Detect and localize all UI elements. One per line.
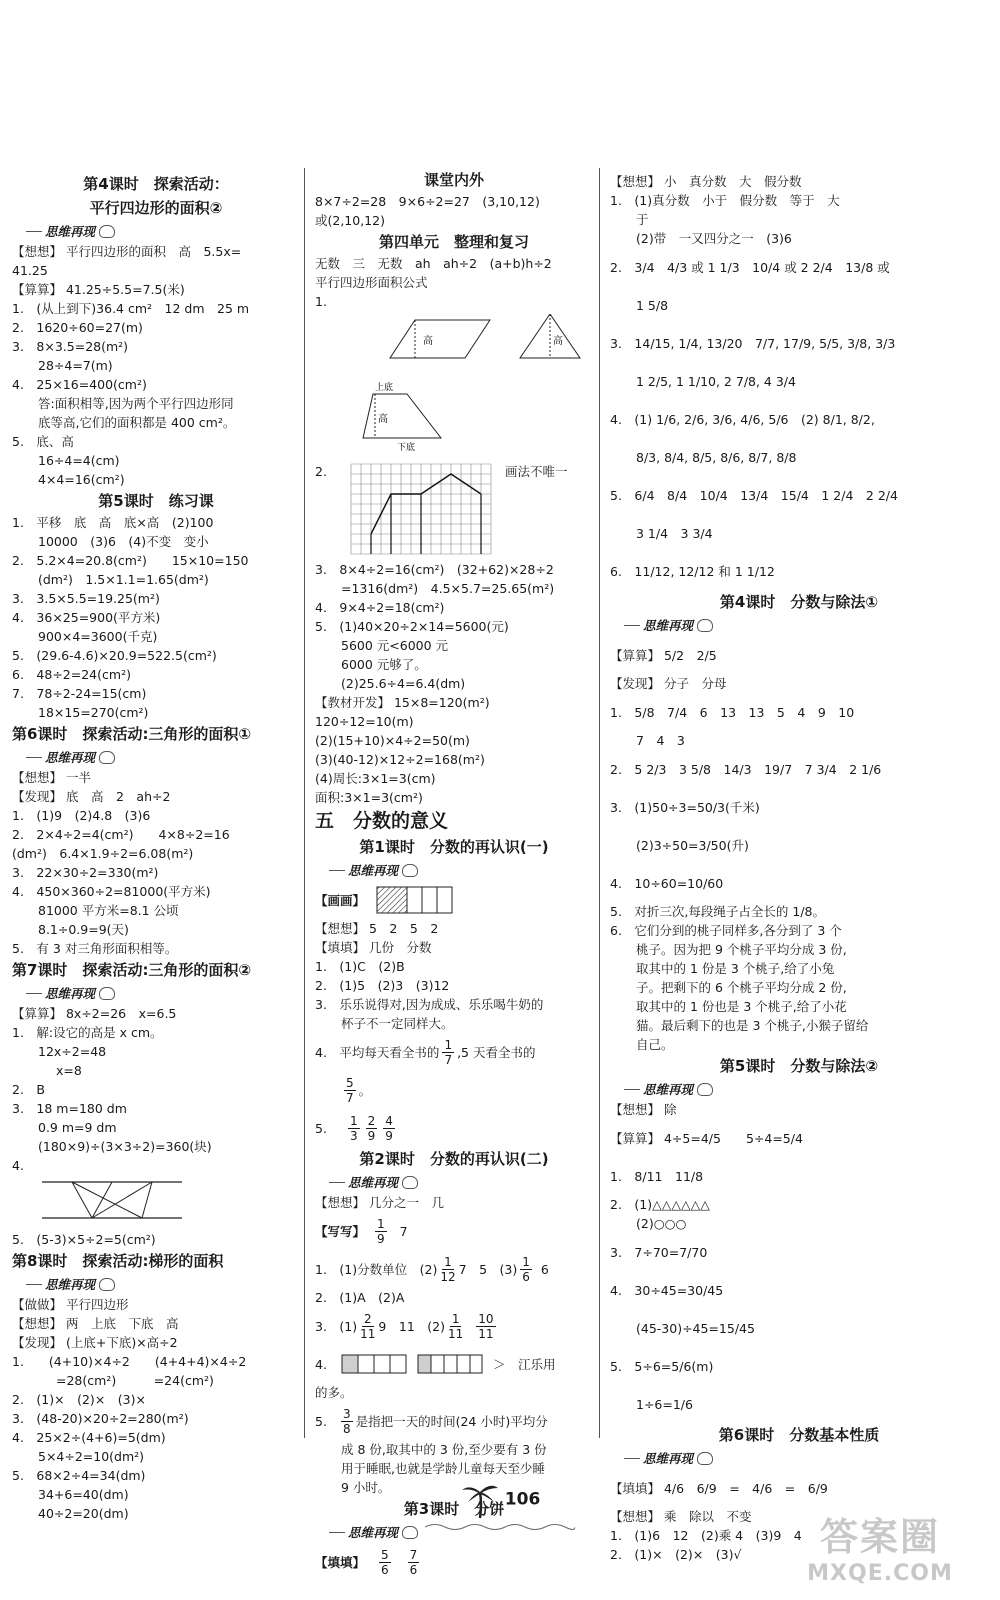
answer-line: 4. 平均每天看全书的 $\frac{1}{7}$ ,5 天看全书的 bbox=[315, 1037, 536, 1067]
answer-line: 【做做】 平行四边形 bbox=[12, 1297, 129, 1312]
answer-line: 40÷2=20(dm) bbox=[38, 1506, 129, 1521]
fraction: $\frac{1}{3}$ bbox=[349, 1113, 358, 1143]
section-label: 思维再现 bbox=[26, 748, 300, 767]
answer-line: 【想想】 乘 除以 不变 bbox=[610, 1509, 752, 1524]
answer-line: 【发现】 底 高 2 ah÷2 bbox=[12, 789, 171, 804]
parallel-lines-figure bbox=[12, 1178, 182, 1222]
cloud-icon bbox=[402, 1176, 418, 1189]
section-label: 思维再现 bbox=[329, 861, 593, 880]
column-left bbox=[12, 172, 300, 1523]
answer-line: 取其中的 1 份也是 3 个桃子,给了小花 bbox=[636, 999, 847, 1014]
answer-line: 1. (1)C (2)B bbox=[315, 959, 405, 974]
lesson-title: 第5课时 分数与除法② bbox=[719, 1057, 879, 1075]
answer-line: 子。把剩下的 6 个桃子平均分成 2 份, bbox=[636, 980, 847, 995]
answer-line: 5. 5÷6=5/6(m) bbox=[610, 1358, 714, 1374]
answer-line: 900×4=3600(千克) bbox=[38, 629, 158, 644]
answer-line: 【算算】 5/2 2/5 bbox=[610, 647, 717, 663]
lesson-title: 第6课时 探索活动:三角形的面积① bbox=[12, 725, 252, 743]
cloud-icon bbox=[697, 1083, 713, 1096]
figure-label: 下底 bbox=[397, 443, 416, 453]
answer-line: 成 8 份,取其中的 3 份,至少要有 3 份 bbox=[341, 1442, 547, 1457]
section-title: 课堂内外 bbox=[423, 171, 484, 189]
answer-line: 2. (1)△△△△△△ bbox=[610, 1197, 710, 1212]
lesson-title: 第8课时 探索活动:梯形的面积 bbox=[12, 1252, 224, 1270]
answer-line: 8×7÷2=28 9×6÷2=27 (3,10,12) bbox=[315, 194, 540, 209]
answer-line: 【教材开发】 15×8=120(m²) bbox=[315, 695, 490, 710]
fraction: $\frac{7}{6}$ bbox=[409, 1547, 418, 1577]
fraction-bar-figure bbox=[375, 885, 455, 915]
answer-line: 3. 8×4÷2=16(cm²) (32+62)×28÷2 bbox=[315, 562, 554, 577]
fraction: $\frac{1}{6}$ bbox=[522, 1254, 530, 1284]
answer-line: 3 1/4 3 3/4 bbox=[636, 525, 713, 541]
answer-line: (2)带 一又四分之一 (3)6 bbox=[636, 231, 792, 246]
unit-title: 五 分数的意义 bbox=[315, 810, 449, 832]
answer-line: (2)(15+10)×4÷2=50(m) bbox=[315, 733, 470, 748]
answer-line: 5. 6/4 8/4 10/4 13/4 15/4 1 2/4 2 2/4 bbox=[610, 487, 898, 503]
answer-line: 【写写】 $\frac{1}{9}$ 7 bbox=[315, 1216, 408, 1246]
answer-line: 用于睡眠,也就是学龄儿童每天至少睡 bbox=[341, 1461, 545, 1476]
fraction: $\frac{4}{9}$ bbox=[385, 1113, 393, 1143]
answer-line: 【想想】 一半 bbox=[12, 770, 91, 785]
answer-line: 3. 8×3.5=28(m²) bbox=[12, 339, 129, 354]
answer-line: 5. (1)40×20÷2×14=5600(元) bbox=[315, 619, 509, 634]
answer-line: 6. 它们分到的桃子同样多,各分到了 3 个 bbox=[610, 923, 842, 938]
fraction: $\frac{2}{9}$ bbox=[367, 1113, 376, 1143]
answer-line: 【填填】 $\frac{5}{6}$ $\frac{7}{6}$ bbox=[315, 1547, 418, 1577]
answer-line: x=8 bbox=[56, 1063, 82, 1078]
answer-line: =28(cm²) =24(cm²) bbox=[56, 1373, 214, 1388]
answer-line: 18×15=270(cm²) bbox=[38, 705, 149, 720]
section-label: 思维再现 bbox=[26, 984, 300, 1003]
answer-line: 1 5/8 bbox=[636, 297, 669, 313]
fraction: $\frac{5}{7}$ bbox=[346, 1075, 354, 1105]
palm-tree-icon bbox=[460, 1480, 500, 1520]
lesson-title: 第4课时 探索活动： bbox=[83, 175, 229, 193]
answer-line: 2. 3/4 4/3 或 1 1/3 10/4 或 2 2/4 13/8 或 bbox=[610, 259, 890, 275]
answer-line: 2. 5 2/3 3 5/8 14/3 19/7 7 3/4 2 1/6 bbox=[610, 761, 882, 777]
section-label: 思维再现 bbox=[26, 222, 300, 241]
column-right bbox=[610, 172, 988, 1564]
answer-line: 2. (1)A (2)A bbox=[315, 1290, 405, 1305]
answer-line: (2)○○○ bbox=[636, 1216, 687, 1231]
answer-line: 杯子不一定同样大。 bbox=[341, 1016, 454, 1031]
answer-line: 【填填】 4/6 6/9 = 4/6 = 6/9 bbox=[610, 1480, 828, 1496]
answer-line: 6000 元够了。 bbox=[341, 657, 427, 672]
watermark bbox=[770, 1506, 990, 1586]
answer-line: 8/3, 8/4, 8/5, 8/6, 8/7, 8/8 bbox=[636, 449, 797, 465]
answer-note: 画法不唯一 bbox=[505, 464, 568, 479]
answer-line: 1. 5/8 7/4 6 13 13 5 4 9 10 bbox=[610, 704, 855, 720]
answer-line: 1. (1)真分数 小于 假分数 等于 大 bbox=[610, 193, 840, 208]
answer-line: 2. (1)× (2)× (3)√ bbox=[610, 1547, 742, 1562]
answer-line: 【填填】 几份 分数 bbox=[315, 940, 432, 955]
cloud-icon bbox=[99, 225, 115, 238]
answer-line: 4. 450×360÷2=81000(平方米) bbox=[12, 884, 211, 899]
section-label: 思维再现 bbox=[624, 616, 988, 635]
fraction: $\frac{2}{11}$ bbox=[360, 1311, 376, 1341]
answer-line: 3. 22×30÷2=330(m²) bbox=[12, 865, 159, 880]
lesson-title: 第5课时 练习课 bbox=[98, 492, 214, 510]
answer-line: 4. 10÷60=10/60 bbox=[610, 875, 724, 891]
answer-line: 3. 乐乐说得对,因为成成、乐乐喝牛奶的 bbox=[315, 997, 544, 1012]
lesson-title: 第7课时 探索活动:三角形的面积② bbox=[12, 961, 252, 979]
answer-line: 4. 25×2÷(4+6)=5(dm) bbox=[12, 1430, 166, 1445]
answer-line: 6. 11/12, 12/12 和 1 1/12 bbox=[610, 563, 775, 579]
fraction: $\frac{1}{9}$ bbox=[377, 1216, 385, 1246]
answer-line: 1. 8/11 11/8 bbox=[610, 1168, 704, 1184]
answer-line: 4. 9×4÷2=18(cm²) bbox=[315, 600, 445, 615]
answer-line: 平行四边形面积公式 bbox=[315, 275, 428, 290]
drawing-grid bbox=[349, 462, 499, 558]
page-number: 106 bbox=[504, 1489, 541, 1510]
section-label: 思维再现 bbox=[624, 1080, 988, 1099]
cloud-icon bbox=[99, 987, 115, 1000]
cloud-icon bbox=[99, 1278, 115, 1291]
figure-label: 高 bbox=[553, 336, 563, 347]
figure-label: 高 bbox=[423, 336, 433, 347]
watermark-url: MXQE.COM bbox=[807, 1561, 953, 1586]
answer-line: 9 小时。 bbox=[341, 1480, 391, 1495]
answer-line: (dm²) 6.4×1.9÷2=6.08(m²) bbox=[12, 846, 194, 861]
answer-line: 0.9 m=9 dm bbox=[38, 1120, 117, 1135]
answer-line: 12x÷2=48 bbox=[38, 1044, 107, 1059]
answer-line: 1. 平移 底 高 底×高 (2)100 bbox=[12, 515, 214, 530]
answer-line: (180×9)÷(3×3÷2)=360(块) bbox=[38, 1139, 212, 1154]
cloud-icon bbox=[99, 751, 115, 764]
answer-line: 3. (48-20)×20÷2=280(m²) bbox=[12, 1411, 189, 1426]
answer-line: 2. 2×4÷2=4(cm²) 4×8÷2=16 bbox=[12, 827, 230, 842]
answer-line: 4. bbox=[12, 1158, 24, 1173]
figure-label: 上底 bbox=[375, 383, 394, 393]
section-label: 思维再现 bbox=[329, 1523, 593, 1542]
answer-line: 【算算】 41.25÷5.5=7.5(米) bbox=[12, 282, 185, 297]
answer-line: 1. (1)分数单位 (2) $\frac{1}{12}$ 7 5 (3) $\frac{1}{6}$ 6 bbox=[315, 1254, 549, 1284]
answer-line: (4)周长:3×1=3(cm) bbox=[315, 771, 436, 786]
answer-line: 【算算】 4÷5=4/5 5÷4=5/4 bbox=[610, 1130, 803, 1146]
wave-decoration bbox=[425, 1522, 575, 1532]
answer-line: 120÷12=10(m) bbox=[315, 714, 414, 729]
answer-line: (dm²) 1.5×1.1=1.65(dm²) bbox=[38, 572, 209, 587]
answer-line: 5. $\frac{3}{8}$ 是指把一天的时间(24 小时)平均分 bbox=[315, 1406, 548, 1436]
lesson-title: 第4课时 分数与除法① bbox=[719, 593, 879, 611]
lesson-title: 第1课时 分数的再认识(一) bbox=[359, 838, 549, 856]
answer-line: 的多。 bbox=[315, 1385, 353, 1400]
figure-label: 高 bbox=[378, 414, 388, 425]
answer-line: 5. 有 3 对三角形面积相等。 bbox=[12, 941, 178, 956]
answer-line: 自己。 bbox=[636, 1037, 674, 1052]
answer-line: 1. (1)6 12 (2)乘 4 (3)9 4 bbox=[610, 1528, 802, 1543]
cloud-icon bbox=[402, 1526, 418, 1539]
answer-line: 3. 7÷70=7/70 bbox=[610, 1244, 708, 1260]
answer-line: 5. $\frac{1}{3}$ $\frac{2}{9}$ $\frac{4}{9}$ bbox=[315, 1113, 393, 1143]
column-divider bbox=[304, 168, 305, 1438]
answer-line: 4. (1) 1/6, 2/6, 3/6, 4/6, 5/6 (2) 8/1, 8/2, bbox=[610, 411, 875, 427]
answer-line: 面积:3×1=3(cm²) bbox=[315, 790, 423, 805]
cloud-icon bbox=[402, 864, 418, 877]
shapes-height-figure bbox=[315, 314, 585, 454]
fraction: $\frac{10}{11}$ bbox=[478, 1311, 494, 1341]
answer-line: 底等高,它们的面积都是 400 cm²。 bbox=[38, 415, 236, 430]
answer-line: 【想想】 小 真分数 大 假分数 bbox=[610, 174, 802, 189]
answer-line: 【想想】 几分之一 几 bbox=[315, 1195, 444, 1210]
answer-line: 3. 14/15, 1/4, 13/20 7/7, 17/9, 5/5, 3/8, 3/3 bbox=[610, 335, 896, 351]
answer-line: 16÷4=4(cm) bbox=[38, 453, 120, 468]
answer-line: 1. 解:设它的高是 x cm。 bbox=[12, 1025, 163, 1040]
answer-line: 1. (1)9 (2)4.8 (3)6 bbox=[12, 808, 151, 823]
answer-line: 【发现】 分子 分母 bbox=[610, 676, 727, 691]
answer-line: =1316(dm²) 4.5×5.7=25.65(m²) bbox=[341, 581, 555, 596]
answer-line: 5×4÷2=10(dm²) bbox=[38, 1449, 145, 1464]
lesson-title: 第2课时 分数的再认识(二) bbox=[359, 1150, 549, 1168]
section-label: 思维再现 bbox=[624, 1449, 988, 1468]
lesson-title: 第3课时 分饼 bbox=[403, 1500, 505, 1518]
answer-line: 34+6=40(dm) bbox=[38, 1487, 129, 1502]
answer-line: 1 2/5, 1 1/10, 2 7/8, 4 3/4 bbox=[636, 373, 796, 389]
answer-line: 1. (从上到下)36.4 cm² 12 dm 25 m bbox=[12, 301, 250, 316]
column-divider bbox=[599, 168, 600, 1438]
fraction: $\frac{1}{12}$ bbox=[440, 1254, 456, 1284]
unit-title: 第四单元 整理和复习 bbox=[378, 233, 529, 251]
answer-line: 8.1÷0.9=9(天) bbox=[38, 922, 129, 937]
answer-line: 桃子。因为把 9 个桃子平均分成 3 份, bbox=[636, 942, 847, 957]
fraction: $\frac{5}{6}$ bbox=[381, 1547, 389, 1577]
lesson-title: 第6课时 分数基本性质 bbox=[718, 1426, 880, 1444]
answer-line: 5. 68×2÷4=34(dm) bbox=[12, 1468, 146, 1483]
answer-line: 1. bbox=[315, 294, 327, 309]
answer-line: 4×4=16(cm²) bbox=[38, 472, 125, 487]
section-label: 思维再现 bbox=[329, 1173, 593, 1192]
answer-line: 无数 三 无数 ah ah÷2 (a+b)h÷2 bbox=[315, 256, 552, 271]
answer-line: 4. 30÷45=30/45 bbox=[610, 1282, 724, 1298]
watermark-text: 答案圈 bbox=[819, 1515, 940, 1559]
answer-line: 7. 78÷2-24=15(cm) bbox=[12, 686, 147, 701]
answer-line: 于 bbox=[636, 212, 649, 227]
fraction: $\frac{3}{8}$ bbox=[342, 1406, 351, 1436]
answer-line: 【发现】 (上底+下底)×高÷2 bbox=[12, 1335, 178, 1350]
grid-question bbox=[315, 462, 593, 560]
answer-line: 10000 (3)6 (4)不变 变小 bbox=[38, 534, 209, 549]
question-number: 2. bbox=[315, 464, 327, 479]
answer-line: 5. 对折三次,每段绳子占全长的 1/8。 bbox=[610, 904, 825, 919]
cloud-icon bbox=[697, 619, 713, 632]
answer-line: 5. 底、高 bbox=[12, 434, 74, 449]
answer-line: 5. (29.6-4.6)×20.9=522.5(cm²) bbox=[12, 648, 217, 663]
answer-line: 3. 18 m=180 dm bbox=[12, 1101, 127, 1116]
answer-line: (2)3÷50=3/50(升) bbox=[636, 837, 749, 853]
answer-line: 答:面积相等,因为两个平行四边形同 bbox=[38, 396, 234, 411]
cloud-icon bbox=[697, 1452, 713, 1465]
answer-line: 4. 36×25=900(平方米) bbox=[12, 610, 161, 625]
answer-line: 41.25 bbox=[12, 263, 48, 278]
answer-line: 3. 3.5×5.5=19.25(m²) bbox=[12, 591, 160, 606]
answer-line: 2. 5.2×4=20.8(cm²) 15×10=150 bbox=[12, 553, 249, 568]
fraction: $\frac{1}{11}$ bbox=[448, 1311, 464, 1341]
answer-line: 7 4 3 bbox=[636, 733, 685, 748]
answer-line: 81000 平方米=8.1 公顷 bbox=[38, 903, 179, 918]
answer-line: 2. 1620÷60=27(m) bbox=[12, 320, 143, 335]
answer-line: 4. 25×16=400(cm²) bbox=[12, 377, 147, 392]
fraction-box-figure bbox=[341, 1353, 407, 1375]
lesson-title: 平行四边形的面积② bbox=[89, 199, 223, 217]
page-number-area bbox=[420, 1480, 580, 1532]
fraction: $\frac{1}{7}$ bbox=[444, 1037, 453, 1067]
answer-line: 【画画】 bbox=[315, 881, 593, 919]
column-middle bbox=[315, 172, 593, 1581]
answer-line: 2. (1)5 (2)3 (3)12 bbox=[315, 978, 450, 993]
answer-line: 4. ＞ 江乐用 bbox=[315, 1345, 593, 1383]
answer-line: 3. (1) $\frac{2}{11}$ 9 11 (2) $\frac{1}{11}$ $\frac{10}{11}$ bbox=[315, 1311, 494, 1341]
answer-line: 【算算】 8x÷2=26 x=6.5 bbox=[12, 1006, 177, 1021]
answer-line: 猫。最后剩下的也是 3 个桃子,小猴子留给 bbox=[636, 1018, 869, 1033]
answer-line: 【想想】 平行四边形的面积 高 5.5x= bbox=[12, 244, 242, 259]
answer-line: (3)(40-12)×12÷2=168(m²) bbox=[315, 752, 485, 767]
answer-line: 1÷6=1/6 bbox=[636, 1396, 693, 1412]
answer-line: 【想想】 5 2 5 2 bbox=[315, 921, 439, 936]
answer-line: (45-30)÷45=15/45 bbox=[636, 1320, 755, 1336]
answer-line: 6. 48÷2=24(cm²) bbox=[12, 667, 131, 682]
answer-line: 1. (4+10)×4÷2 (4+4+4)×4÷2 bbox=[12, 1354, 247, 1369]
answer-line: 或(2,10,12) bbox=[315, 213, 385, 228]
answer-line: 【想想】 除 bbox=[610, 1102, 677, 1117]
answer-line: 5. (5-3)×5÷2=5(cm²) bbox=[12, 1232, 156, 1247]
answer-line: 【想想】 两 上底 下底 高 bbox=[12, 1316, 179, 1331]
answer-line: 28÷4=7(m) bbox=[38, 358, 113, 373]
answer-line: 2. B bbox=[12, 1082, 46, 1097]
section-label: 思维再现 bbox=[26, 1275, 300, 1294]
answer-line: 5600 元<6000 元 bbox=[341, 638, 449, 653]
answer-line: (2)25.6÷4=6.4(dm) bbox=[341, 676, 466, 691]
answer-line: $\frac{5}{7}$ 。 bbox=[346, 1075, 372, 1105]
answer-line: 3. (1)50÷3=50/3(千米) bbox=[610, 799, 760, 815]
answer-line: 取其中的 1 份是 3 个桃子,给了小兔 bbox=[636, 961, 835, 976]
fraction-box-figure bbox=[417, 1353, 483, 1375]
answer-line: 2. (1)× (2)× (3)× bbox=[12, 1392, 146, 1407]
